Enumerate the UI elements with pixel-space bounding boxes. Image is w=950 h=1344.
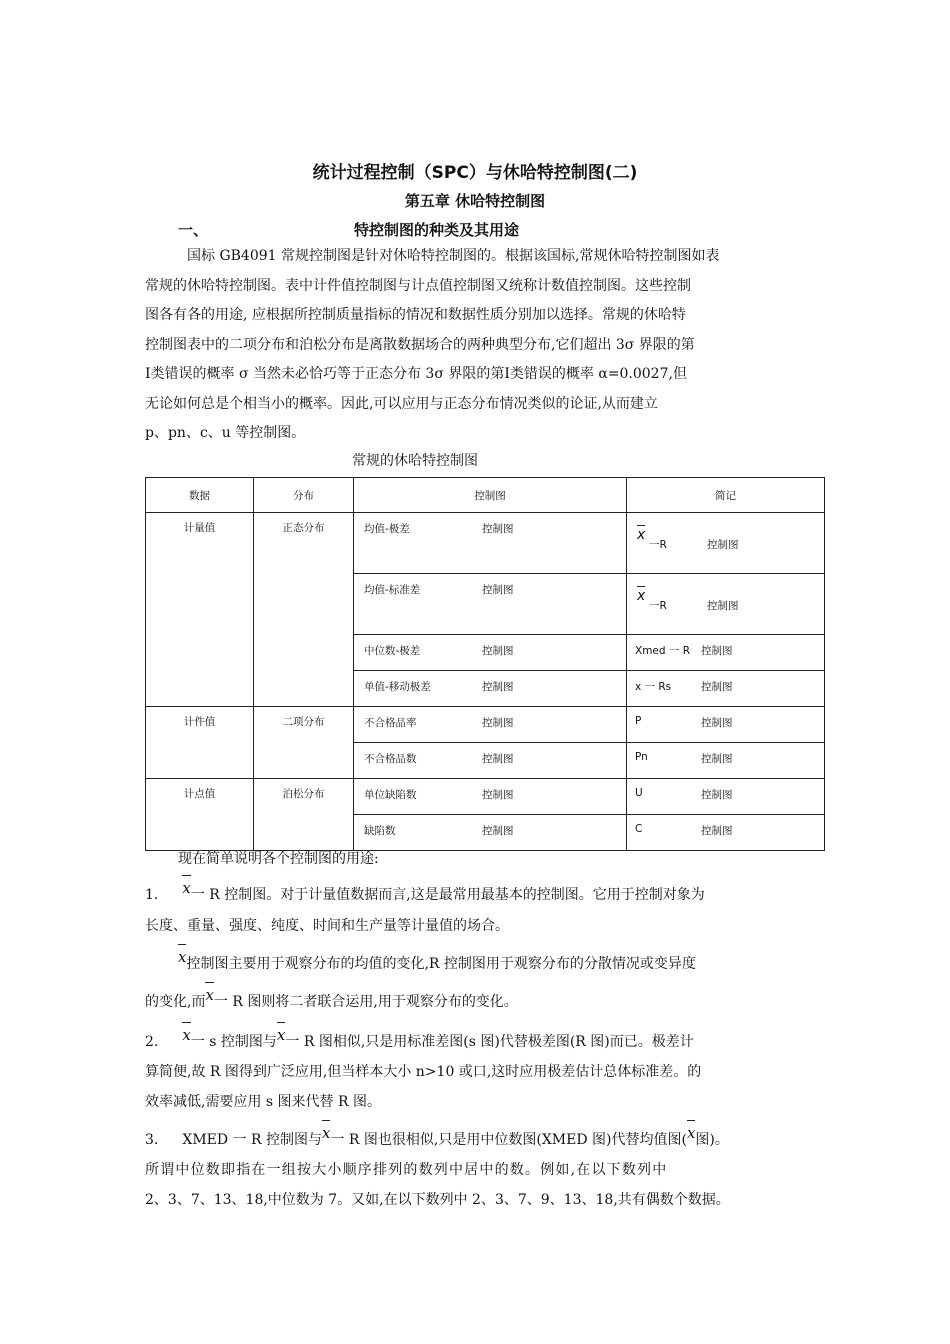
- intro-line: Ⅰ类错误的概率 σ 当然未必恰巧等于正态分布 3σ 界限的第Ⅰ类错误的概率 α=0.0027,但: [145, 366, 687, 382]
- para-2-line-2: [145, 986, 518, 1011]
- cell-abbr: C: [635, 823, 643, 835]
- xbar-symbol: x: [182, 879, 191, 897]
- xbar-symbol: x: [276, 1026, 286, 1044]
- cell-chart-word: 控制图: [482, 645, 514, 657]
- cell-chart-word: 控制图: [701, 825, 733, 837]
- item-text: XMED 一 R 控制图与: [182, 1132, 322, 1148]
- item-2-line-2: 算简便,故 R 图得到广泛应用,但当样本大小 n>10 或口,这时应用极差估计总体标准差。的: [145, 1064, 702, 1080]
- cell-abbr: 一R: [649, 600, 667, 612]
- table-row: [146, 513, 825, 574]
- cell-abbr: U: [635, 787, 643, 799]
- cell-chart-name: 缺陷数: [364, 825, 396, 837]
- para-text: 一 R 图则将二者联合运用,用于观察分布的变化。: [213, 994, 518, 1010]
- table-caption: 常规的休哈特控制图: [352, 453, 478, 469]
- cell-chart-word: 控制图: [482, 825, 514, 837]
- item-number: 1.: [145, 887, 159, 903]
- cell-chart-word: 控制图: [701, 789, 733, 801]
- cell-chart-name: 单值-移动极差: [364, 681, 431, 693]
- item-text: 一 R 图相似,只是用标准差图(s 图)代替极差图(R 图)而已。极差计: [285, 1034, 694, 1050]
- xbar-symbol: x: [686, 1124, 696, 1142]
- cell-chart-name: 中位数-极差: [364, 645, 421, 657]
- cell-abbr: x 一 Rs: [635, 681, 672, 693]
- item-number: 3.: [145, 1132, 159, 1148]
- section-title: 特控制图的种类及其用途: [354, 221, 520, 239]
- xbar-symbol: x: [637, 527, 646, 543]
- item-1-line-1: [145, 879, 705, 904]
- table-header-row: [146, 478, 825, 513]
- cell-distribution: 二项分布: [254, 707, 354, 779]
- intro-line: 无论如何总是个相当小的概率。因此,可以应用与正态分布情况类似的论证,从而建立: [145, 395, 658, 412]
- cell-chart-word: 控制图: [707, 600, 739, 612]
- cell-chart-word: 控制图: [701, 645, 733, 657]
- para-2-line-1: [178, 948, 696, 973]
- cell-data: 计量值: [146, 513, 254, 707]
- intro-paragraph: [145, 242, 810, 449]
- item-2-line-3: 效率减低,需要应用 s 图来代替 R 图。: [145, 1094, 381, 1110]
- cell-abbr: Pn: [635, 751, 648, 763]
- item-text: 一 s 控制图与: [190, 1034, 277, 1050]
- cell-distribution: 泊松分布: [254, 779, 354, 851]
- header-data: 数据: [146, 478, 254, 513]
- header-distribution: 分布: [254, 478, 354, 513]
- item-text: 一 R 控制图。对于计量值数据而言,这是最常用最基本的控制图。它用于控制对象为: [190, 887, 705, 903]
- item-3-line-2: 所谓中位数即指在一组按大小顺序排列的数列中居中的数。例如,在以下数列中: [145, 1162, 668, 1178]
- cell-chart-word: 控制图: [701, 681, 733, 693]
- intro-line: 图各有各的用途, 应根据所控制质量指标的情况和数据性质分别加以选择。常规的休哈特: [145, 307, 686, 323]
- cell-chart-name: 均值-标准差: [364, 584, 421, 596]
- cell-chart-word: 控制图: [707, 539, 739, 551]
- cell-chart-word: 控制图: [482, 681, 514, 693]
- intro-line: 常规的休哈特控制图。表中计件值控制图与计点值控制图又统称计数值控制图。这些控制: [145, 277, 691, 294]
- cell-data: 计点值: [146, 779, 254, 851]
- xbar-symbol: x: [205, 986, 214, 1004]
- xbar-symbol: x: [637, 588, 646, 604]
- cell-distribution: 正态分布: [254, 513, 354, 707]
- cell-abbr: 一R: [649, 539, 667, 551]
- cell-chart-word: 控制图: [701, 717, 733, 729]
- para-text: 控制图主要用于观察分布的均值的变化,R 控制图用于观察分布的分散情况或变异度: [186, 956, 696, 972]
- item-1-line-2: 长度、重量、强度、纯度、时间和生产量等计量值的场合。: [145, 918, 509, 934]
- control-chart-table: [145, 477, 825, 851]
- header-abbreviation: 简记: [627, 478, 825, 513]
- xbar-symbol: x: [182, 1026, 191, 1044]
- cell-chart-word: 控制图: [482, 753, 514, 765]
- item-text: 一 R 图也很相似,只是用中位数图(XMED 图)代替均值图(: [330, 1132, 687, 1148]
- item-number: 2.: [145, 1034, 159, 1050]
- chapter-heading: 第五章 休哈特控制图: [404, 192, 546, 210]
- cell-chart-word: 控制图: [482, 523, 514, 535]
- cell-chart-word: 控制图: [482, 717, 514, 729]
- cell-abbr: P: [635, 715, 642, 727]
- cell-data: 计件值: [146, 707, 254, 779]
- cell-chart-name: 均值-极差: [364, 523, 410, 535]
- item-2-line-1: [145, 1026, 694, 1051]
- cell-chart-name: 单位缺陷数: [364, 789, 417, 801]
- section-number: 一、: [178, 221, 209, 239]
- xbar-symbol: x: [178, 948, 187, 966]
- item-3-line-3: 2、3、7、13、18,中位数为 7。又如,在以下数列中 2、3、7、9、13、18,共有偶数个数据。: [145, 1192, 730, 1208]
- cell-chart-word: 控制图: [482, 584, 514, 596]
- cell-chart-word: 控制图: [482, 789, 514, 801]
- item-text: 图)。: [695, 1132, 729, 1148]
- table-row: [146, 707, 825, 743]
- cell-chart-name: 不合格品率: [364, 717, 417, 729]
- table-row: [146, 779, 825, 815]
- cell-chart-name: 不合格品数: [364, 753, 417, 765]
- item-3-line-1: [145, 1124, 729, 1149]
- intro-line: p、pn、c、u 等控制图。: [145, 425, 306, 441]
- para-text: 的变化,而: [145, 994, 206, 1010]
- cell-abbr: Xmed 一 R: [635, 645, 691, 657]
- header-chart: 控制图: [354, 478, 627, 513]
- xbar-symbol: x: [322, 1124, 331, 1142]
- intro-line: 国标 GB4091 常规控制图是针对休哈特控制图的。根据该国标,常规休哈特控制图如表: [187, 248, 720, 264]
- intro-line: 控制图表中的二项分布和泊松分布是离散数据场合的两种典型分布,它们超出 3σ 界限的第: [145, 336, 695, 353]
- cell-chart-word: 控制图: [701, 753, 733, 765]
- doc-title: 统计过程控制（SPC）与休哈特控制图(二): [312, 163, 638, 183]
- explain-intro: 现在简单说明各个控制图的用途:: [178, 851, 379, 867]
